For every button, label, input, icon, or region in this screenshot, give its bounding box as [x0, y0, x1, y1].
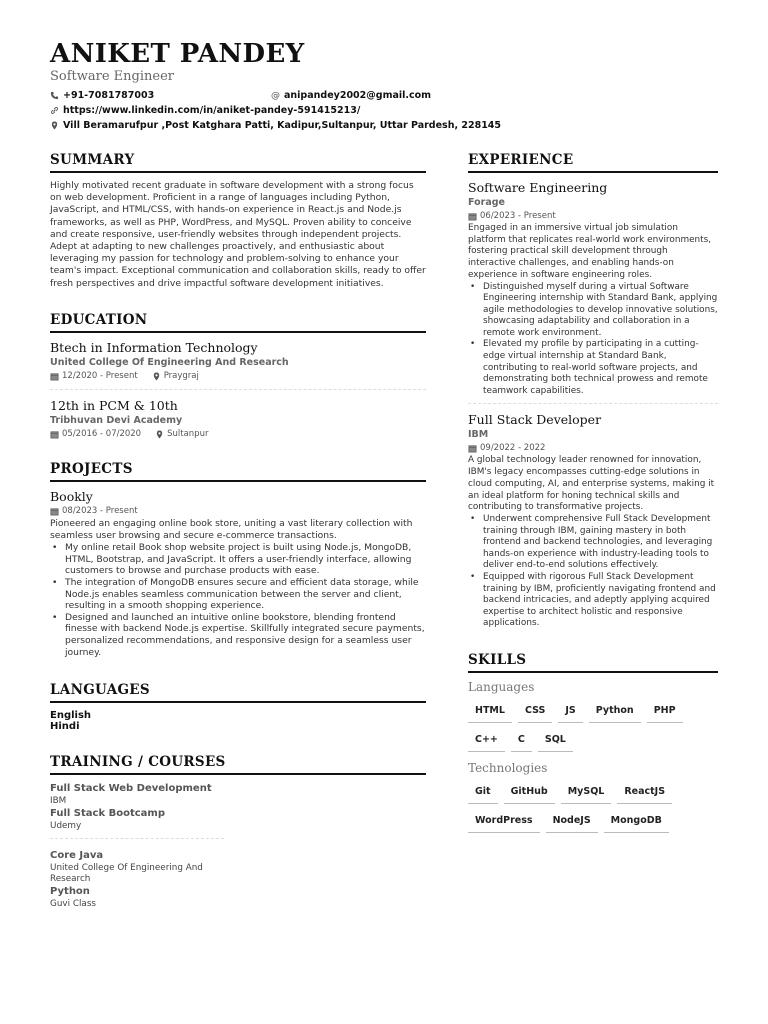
job-description: Engaged in an immersive virtual job simulation platform that replicates real-world work environments, fostering practical skill development through interactive challenges, and enabling hands-on experience in software engineering roles.: [468, 223, 712, 280]
skill-chip: C++: [468, 729, 505, 752]
job-dates: 09/2022 - 2022: [480, 443, 546, 454]
divider: [50, 389, 426, 390]
list-item: • Distinguished myself during a virtual Software Engineering internship with Standard Bank, applying agile methodologies to develop innovative solutions, showcasing adaptability and collaboration in a remote work environment.: [468, 282, 718, 340]
education-dates: 05/2016 - 07/2020: [62, 428, 142, 439]
skill-chip: HTML: [468, 700, 512, 723]
course-item: [50, 849, 252, 885]
experience-title: EXPERIENCE: [468, 152, 718, 173]
job-dates: 06/2023 - Present: [480, 211, 556, 221]
experience-item: [468, 180, 718, 397]
skill-chip: NodeJS: [546, 810, 598, 833]
skill-chip: WordPress: [468, 810, 540, 833]
skill-chip: Git: [468, 781, 498, 804]
list-item: • The integration of MongoDB ensures secure and efficient data storage, while Node.js enables seamless communication between the server and client, resulting in a smooth shopping experience.: [50, 577, 426, 612]
skill-chip: GitHub: [504, 781, 555, 804]
at-icon: @: [271, 90, 280, 101]
degree: 12th in PCM & 10th: [50, 397, 178, 413]
skills-section: [468, 652, 718, 839]
contact-row-1: [50, 88, 730, 103]
language-item: English: [50, 710, 92, 722]
projects-title: PROJECTS: [50, 461, 426, 482]
skill-group-title: Technologies: [468, 760, 548, 775]
project-meta: [50, 505, 426, 518]
job-role: Software Engineering: [468, 180, 608, 195]
divider: [468, 403, 718, 404]
course-org: Udemy: [50, 821, 82, 832]
course-name: Core Java: [50, 850, 104, 862]
summary-section: [50, 152, 426, 290]
education-meta: [50, 428, 426, 441]
education-dates: 12/2020 - Present: [62, 370, 138, 381]
job-bullets: [468, 282, 718, 398]
candidate-role: Software Engineer: [50, 69, 175, 84]
course-item: [50, 807, 252, 832]
school: United College Of Engineering And Research: [50, 356, 289, 368]
languages-grid: [50, 710, 426, 732]
education-meta: [50, 370, 426, 383]
skill-chip: JS: [558, 700, 582, 723]
calendar-icon: [50, 372, 62, 381]
company: IBM: [468, 429, 489, 441]
job-meta: [468, 210, 718, 223]
skill-chips: [468, 700, 718, 758]
languages-section: [50, 682, 426, 732]
project-dates: 08/2023 - Present: [62, 505, 138, 516]
school: Tribhuvan Devi Academy: [50, 414, 183, 426]
list-item: • Underwent comprehensive Full Stack Development training through IBM, gaining mastery in both frontend and backend technologies, and leveraging hands-on experience with industry-leading tools to deliver end-to-end solutions effectively.: [468, 514, 718, 572]
divider: [50, 838, 224, 839]
skill-group-title: Languages: [468, 679, 535, 694]
course-org: Guvi Class: [50, 899, 96, 910]
list-item: • Designed and launched an intuitive online bookstore, blending frontend finesse with backend Node.js expertise. Skillfully integrated secure payments, personalized recommendations, and responsive design for a seamless user journey.: [50, 612, 426, 658]
contact-row-2: [50, 103, 730, 118]
job-bullets: [468, 514, 718, 630]
linkedin-url[interactable]: https://www.linkedin.com/in/aniket-pandey-591415213/: [63, 105, 361, 116]
list-item: • Elevated my profile by participating in a cutting-edge virtual internship at Standard Bank, contributing to real-world software projects, and demonstrating both technical prowess and remote teamwork capabilities.: [468, 339, 718, 397]
training-grid: [50, 849, 426, 910]
education-title: EDUCATION: [50, 312, 426, 333]
skill-chip: ReactJS: [617, 781, 672, 804]
project-bullets: [50, 542, 426, 658]
right-column: [468, 152, 718, 839]
company: Forage: [468, 197, 505, 208]
experience-item: [468, 412, 718, 629]
skill-chip: MongoDB: [604, 810, 669, 833]
location-pin-icon: [155, 430, 167, 439]
skill-chip: MySQL: [561, 781, 612, 804]
course-name: Python: [50, 886, 90, 898]
list-item: • Equipped with rigorous Full Stack Development training by IBM, proficiently navigating frontend and backend intricacies, and adeptly applying acquired expertise to architect holistic and responsive applications.: [468, 572, 718, 630]
skill-chip: CSS: [518, 700, 552, 723]
link-icon: [50, 106, 63, 115]
education-section: [50, 312, 426, 441]
list-item: • My online retail Book shop website project is built using Node.js, MongoDB, HTML, Bootstrap, and JavaScript. It offers a user-friendly interface, allowing customers to browse and purchase products with ease.: [50, 542, 426, 577]
skill-chips: [468, 781, 718, 839]
education-location: Praygraj: [163, 370, 199, 381]
projects-section: [50, 461, 426, 658]
contact-row-3: [50, 118, 730, 133]
course-name: Full Stack Bootcamp: [50, 808, 165, 820]
calendar-icon: [50, 430, 62, 439]
training-grid: [50, 782, 426, 832]
training-section: [50, 754, 426, 910]
education-item: [50, 340, 426, 383]
course-item: [50, 885, 252, 910]
education-item: [50, 398, 426, 441]
course-item: [50, 782, 252, 807]
resume-header: [50, 38, 730, 133]
location-pin-icon: [152, 372, 164, 381]
skills-title: SKILLS: [468, 652, 718, 673]
phone-icon: [50, 91, 63, 100]
languages-title: LANGUAGES: [50, 682, 426, 703]
skill-chip: SQL: [538, 729, 573, 752]
degree: Btech in Information Technology: [50, 339, 258, 355]
calendar-icon: [468, 212, 480, 221]
education-location: Sultanpur: [167, 428, 209, 439]
summary-text: Highly motivated recent graduate in software development with a strong focus on web development. Proficient in a range of languages including Python, JavaScript, and HTML/CSS, with hands-on experience in React.js and Node.js frameworks, as well as PHP, WordPress, and MySQL. Proven ability to conceive and create responsive, user-friendly websites through independent projects. Adept at adapting to new challenges proactively, and enthusiastic about leveraging my passion for technology and problem-solving to enhance your team's impact. Exceptional communication and collaboration skills, ready to offer fresh perspectives and drive impactful software development initiatives.: [50, 180, 426, 289]
calendar-icon: [468, 444, 480, 453]
language-item: Hindi: [50, 721, 80, 733]
candidate-name: ANIKET PANDEY: [50, 39, 305, 69]
address: Vill Beramarufpur ,Post Katghara Patti, Kadipur,Sultanpur, Uttar Pardesh, 228145: [63, 120, 502, 131]
job-description: A global technology leader renowned for innovation, IBM's legacy encompasses cutting-edge solutions in cloud computing, AI, and enterprise systems, making it an ideal platform for honing technical skills and contributing to transformative projects.: [468, 455, 715, 513]
skill-chip: Python: [589, 700, 641, 723]
project-description: Pioneered an engaging online book store, uniting a vast literary collection with seamless user browsing and secure e-commerce transactions.: [50, 517, 413, 542]
course-org: United College Of Engineering And Research: [50, 863, 203, 885]
job-role: Full Stack Developer: [468, 412, 602, 428]
summary-title: SUMMARY: [50, 152, 426, 173]
project-name: Bookly: [50, 488, 93, 504]
course-org: IBM: [50, 796, 67, 807]
course-name: Full Stack Web Development: [50, 783, 212, 795]
calendar-icon: [50, 507, 62, 516]
skill-chip: C: [511, 729, 532, 752]
job-meta: [468, 442, 718, 455]
left-column: [50, 152, 426, 910]
training-title: TRAINING / COURSES: [50, 754, 426, 775]
email-address[interactable]: anipandey2002@gmail.com: [284, 90, 432, 101]
phone-number[interactable]: +91-7081787003: [63, 90, 155, 101]
experience-section: [468, 152, 718, 630]
skill-chip: PHP: [647, 700, 683, 723]
location-pin-icon: [50, 121, 63, 130]
